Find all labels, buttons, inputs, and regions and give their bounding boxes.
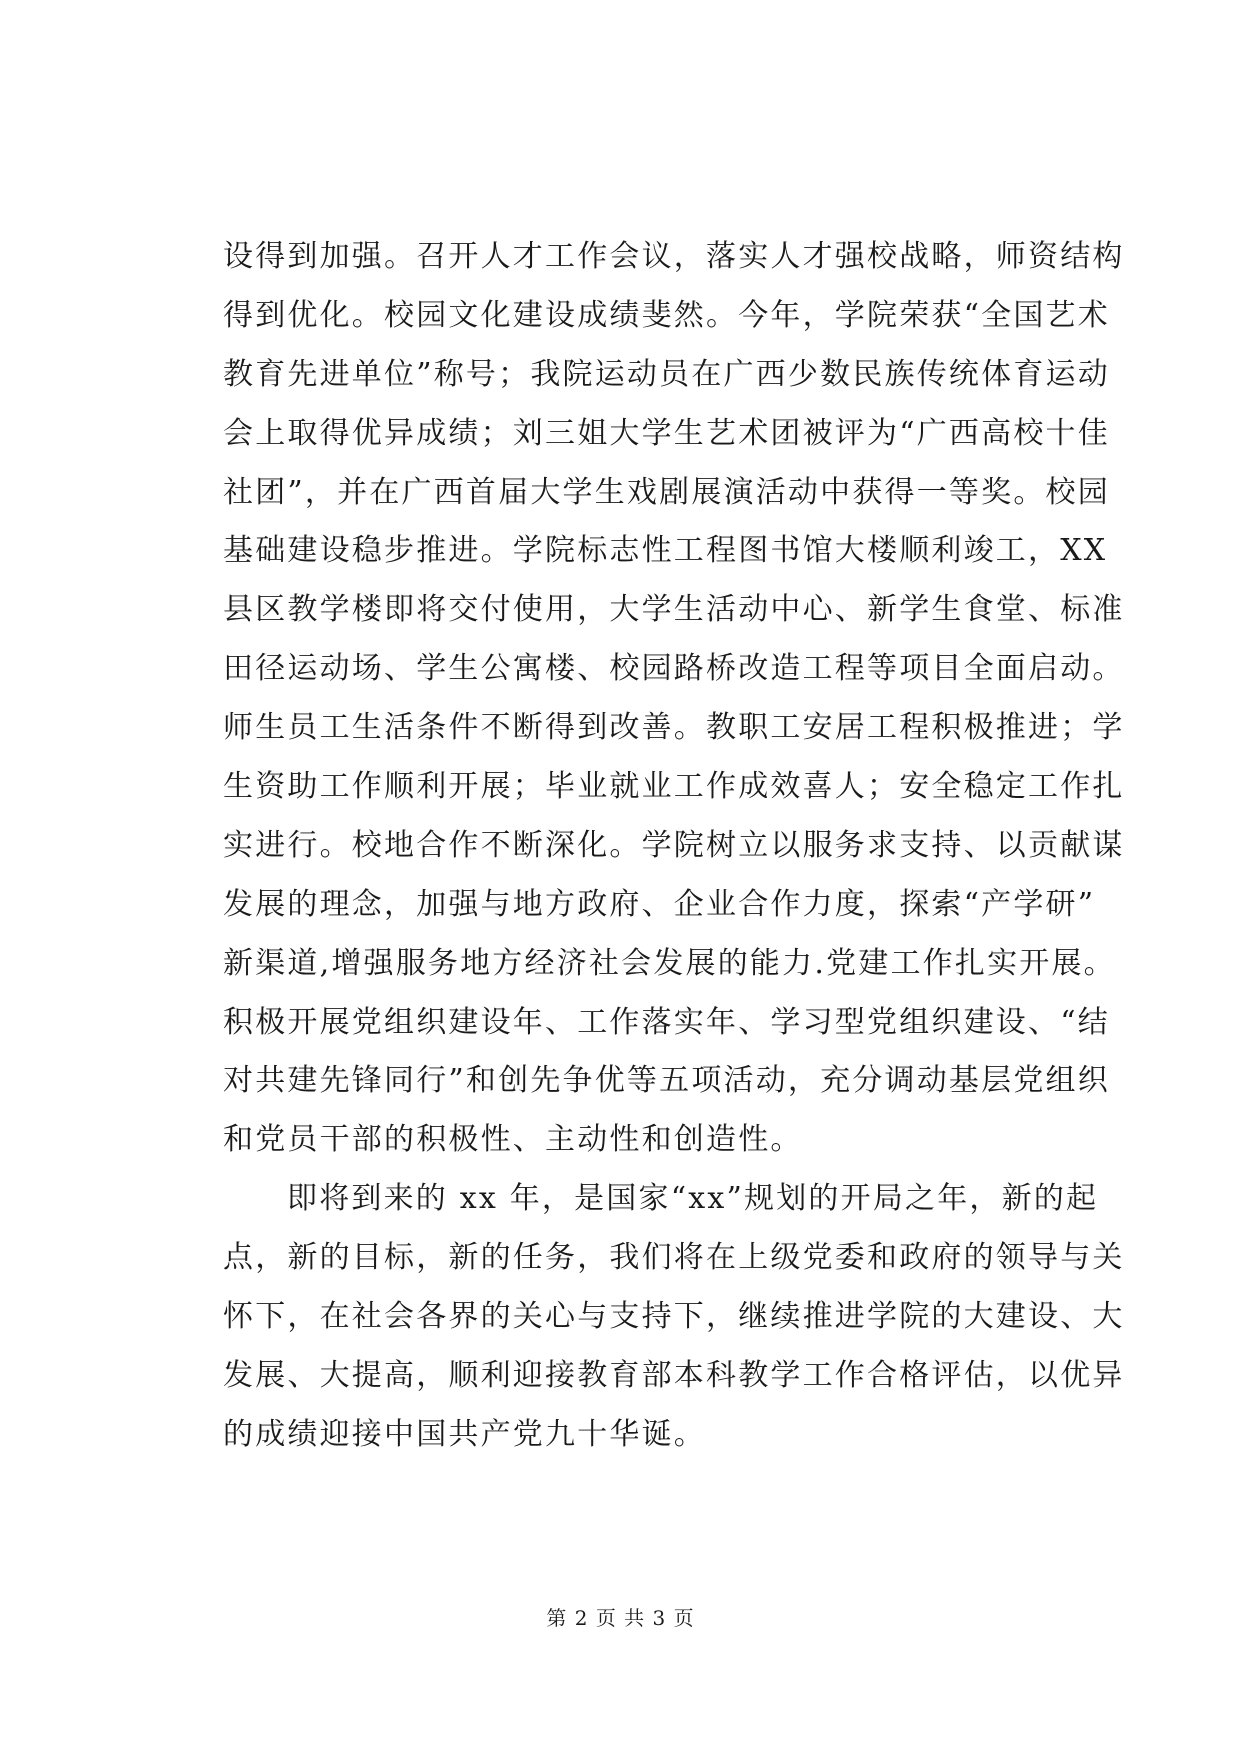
text-line: 县区教学楼即将交付使用，大学生活动中心、新学生食堂、标准: [223, 592, 1125, 628]
text-line: 的成绩迎接中国共产党九十华诞。: [223, 1416, 706, 1452]
text-line: 和党员干部的积极性、主动性和创造性。: [223, 1122, 803, 1158]
text-line: 发展的理念，加强与地方政府、企业合作力度，探索“产学研”: [223, 886, 1096, 922]
text-line: 对共建先锋同行”和创先争优等五项活动，充分调动基层党组织: [223, 1063, 1110, 1099]
text-line: 积极开展党组织建设年、工作落实年、学习型党组织建设、“结: [223, 1004, 1110, 1040]
text-line: 基础建设稳步推进。学院标志性工程图书馆大楼顺利竣工，XX: [223, 533, 1108, 569]
paragraph-first-line: 即将到来的 xx 年，是国家“xx”规划的开局之年，新的起: [287, 1181, 1099, 1217]
text-line: 发展、大提高，顺利迎接教育部本科教学工作合格评估，以优异: [223, 1357, 1125, 1393]
text-line: 师生员工生活条件不断得到改善。教职工安居工程积极推进；学: [223, 710, 1125, 746]
text-line: 新渠道,增强服务地方经济社会发展的能力.党建工作扎实开展。: [223, 945, 1116, 981]
text-line: 会上取得优异成绩；刘三姐大学生艺术团被评为“广西高校十佳: [223, 415, 1110, 451]
text-line: 田径运动场、学生公寓楼、校园路桥改造工程等项目全面启动。: [223, 651, 1125, 687]
text-line: 设得到加强。召开人才工作会议，落实人才强校战略，师资结构: [223, 239, 1125, 274]
page-number-footer: 第 2 页 共 3 页: [546, 1606, 695, 1630]
body-text: [223, 228, 1125, 1465]
text-line: 生资助工作顺利开展；毕业就业工作成效喜人；安全稳定工作扎: [223, 769, 1125, 805]
text-line: 怀下，在社会各界的关心与支持下，继续推进学院的大建设、大: [223, 1299, 1125, 1335]
text-line: 社团”，并在广西首届大学生戏剧展演活动中获得一等奖。校园: [223, 474, 1110, 510]
text-line: 点，新的目标，新的任务，我们将在上级党委和政府的领导与关: [223, 1240, 1125, 1276]
text-line: 教育先进单位”称号；我院运动员在广西少数民族传统体育运动: [223, 356, 1110, 392]
text-line: 得到优化。校园文化建设成绩斐然。今年，学院荣获“全国艺术: [223, 297, 1110, 333]
text-line: 实进行。校地合作不断深化。学院树立以服务求支持、以贡献谋: [223, 827, 1125, 863]
